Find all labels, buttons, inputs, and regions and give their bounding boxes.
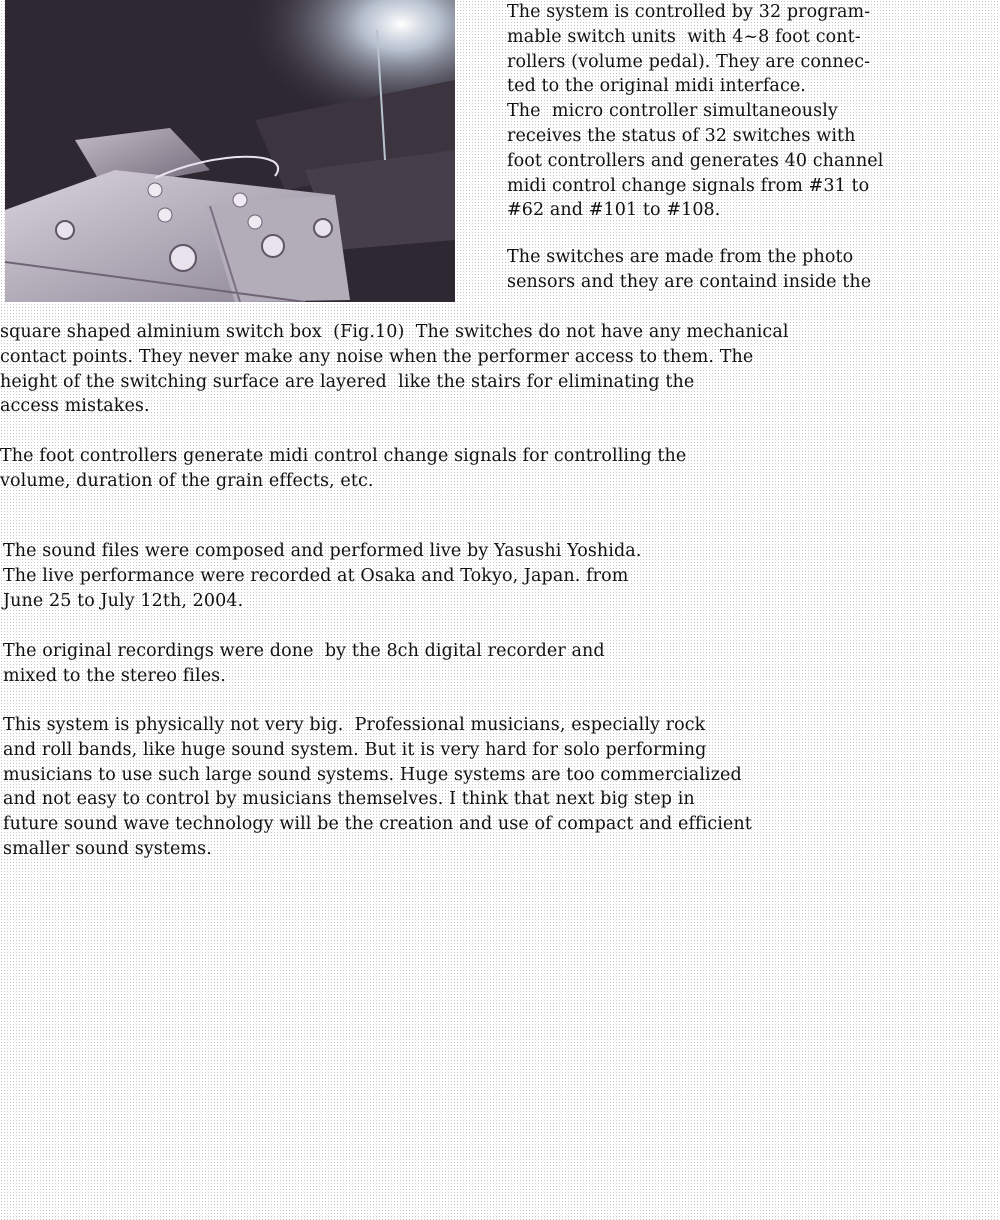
foot-switch-photo [5, 0, 455, 302]
text-line: and roll bands, like huge sound system. But it is very hard for solo performing [3, 739, 707, 760]
text-line: midi control change signals from #31 to [507, 175, 870, 196]
text-line: This system is physically not very big. Professional musicians, especially rock [3, 715, 706, 735]
text-line: sensors and they are containd inside the [507, 271, 872, 292]
text-line: volume, duration of the grain effects, etc. [0, 470, 374, 491]
recordings-paragraph [3, 639, 605, 689]
text-line: rollers (volume pedal). They are connec- [507, 51, 871, 72]
text-line: The live performance were recorded at Osaka and Tokyo, Japan. from [3, 565, 629, 586]
text-line: The sound files were composed and performed live by Yasushi Yoshida. [3, 541, 642, 561]
text-line: #62 and #101 to #108. [507, 200, 721, 221]
text-line: access mistakes. [0, 396, 150, 417]
text-line: future sound wave technology will be the creation and use of compact and efficient [3, 814, 752, 835]
conclusion-paragraph [3, 713, 752, 862]
text-line: The original recordings were done by the 8ch digital recorder and [3, 641, 605, 661]
intro-paragraph [507, 0, 883, 223]
text-line: contact points. They never make any noise when the performer access to them. The [0, 346, 754, 367]
text-line: smaller sound systems. [3, 838, 212, 859]
text-line: foot controllers and generates 40 channel [507, 150, 884, 171]
text-line: The foot controllers generate midi control change signals for controlling the [0, 446, 687, 466]
text-line: mable switch units with 4~8 foot cont- [507, 26, 861, 47]
text-line: mixed to the stereo files. [3, 665, 226, 686]
sound-files-paragraph [3, 539, 642, 613]
text-line: ted to the original midi interface. [507, 76, 806, 97]
foot-switch-icon [5, 0, 455, 302]
text-line: The switches are made from the photo [507, 247, 854, 267]
switch-paragraph-body [0, 320, 789, 419]
text-line: The micro controller simultaneously [507, 101, 838, 122]
text-line: June 25 to July 12th, 2004. [3, 590, 244, 611]
foot-controller-paragraph [0, 444, 686, 494]
text-line: musicians to use such large sound systems. Huge systems are too commercialized [3, 764, 742, 785]
text-line: receives the status of 32 switches with [507, 125, 856, 146]
text-line: and not easy to control by musicians themselves. I think that next big step in [3, 789, 695, 810]
text-line: square shaped alminium switch box (Fig.10) The switches do not have any mechanical [0, 322, 789, 342]
text-line: The system is controlled by 32 program- [507, 2, 871, 22]
switch-paragraph-start [507, 245, 871, 295]
text-line: height of the switching surface are layered like the stairs for eliminating the [0, 371, 695, 392]
